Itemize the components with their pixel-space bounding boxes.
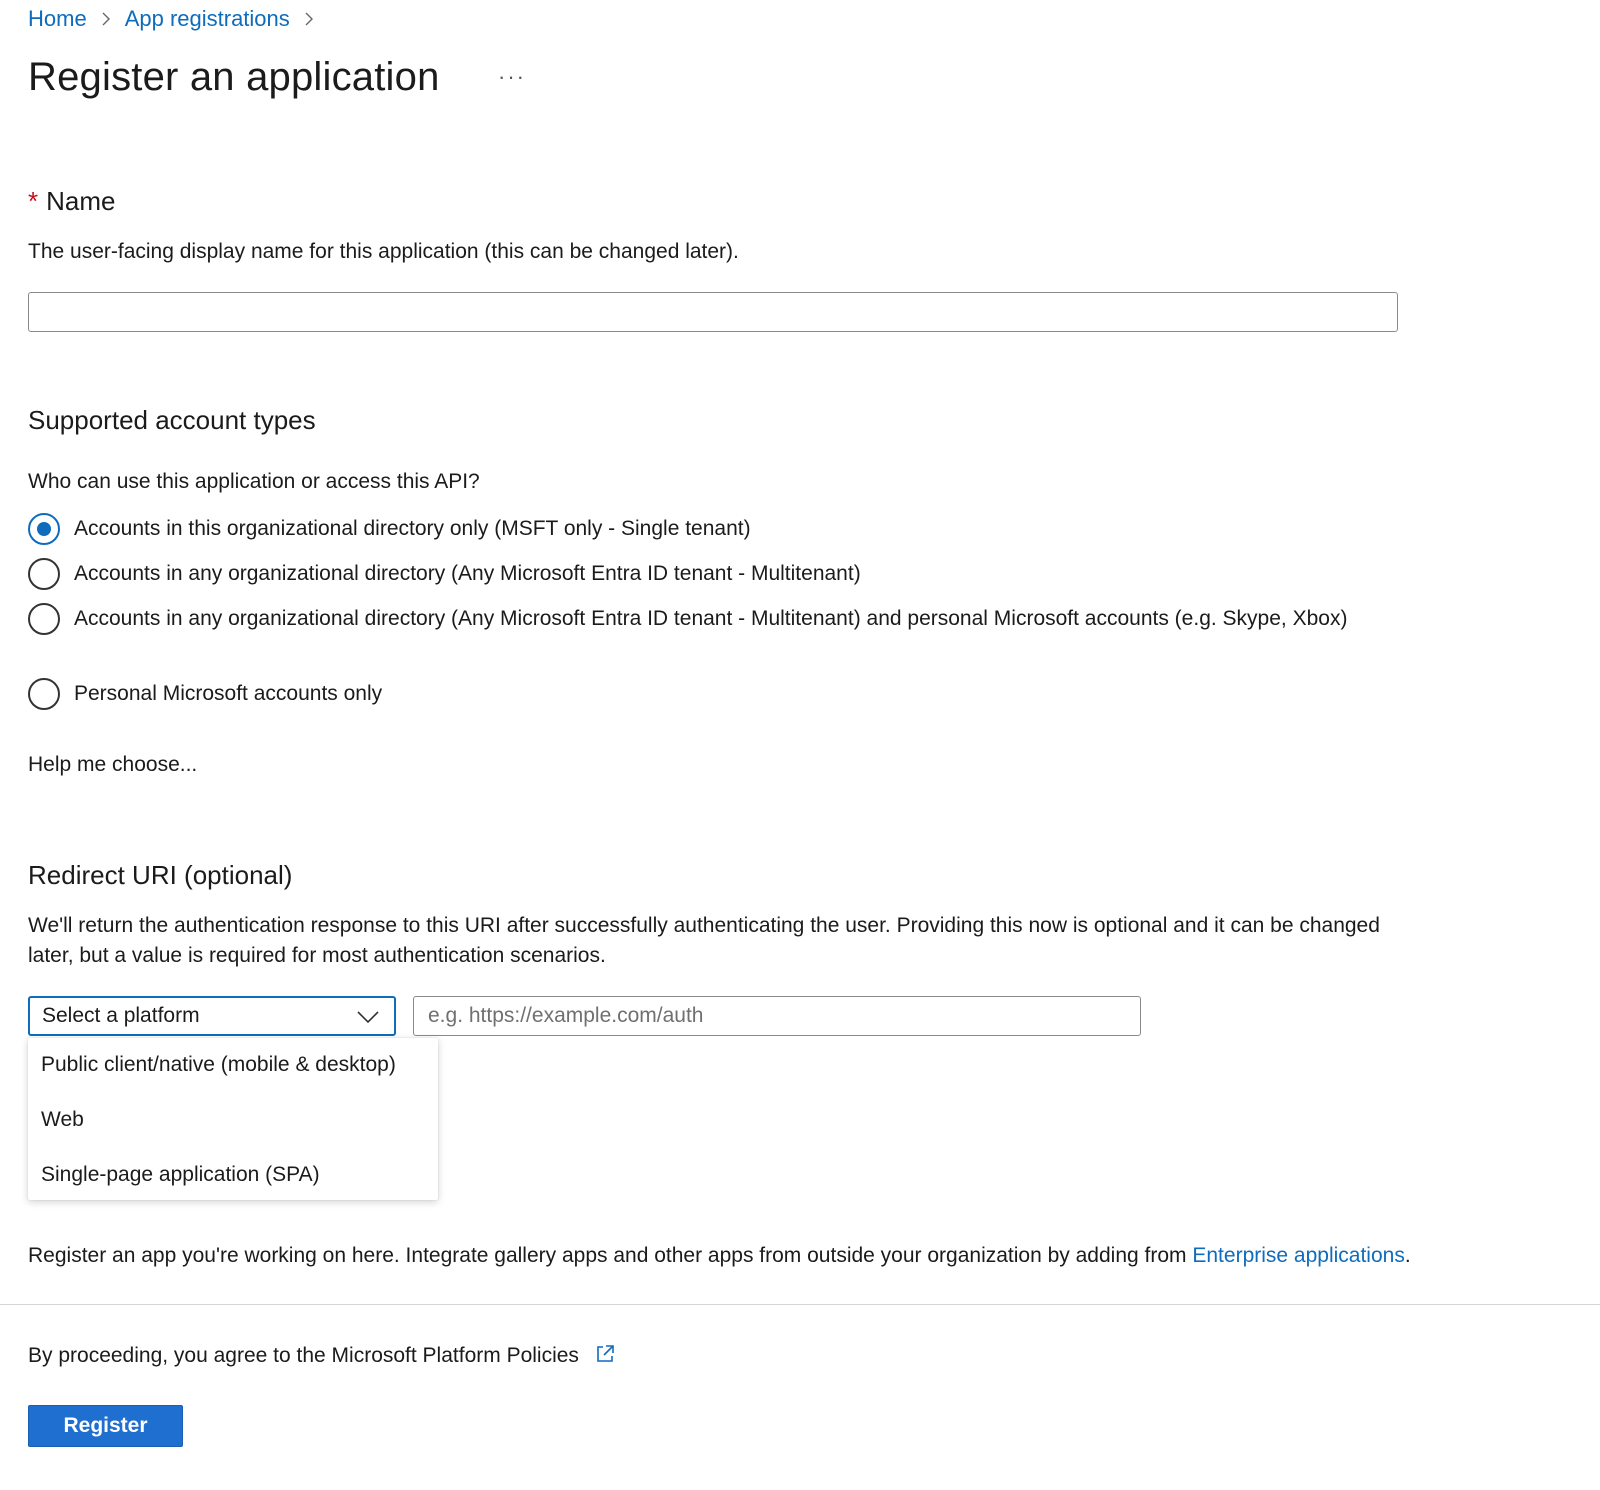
external-link-icon bbox=[593, 1342, 617, 1366]
register-note-text: Register an app you're working on here. Integrate gallery apps and other apps from outside your organization by adding from bbox=[28, 1244, 1193, 1267]
redirect-uri-input[interactable] bbox=[413, 996, 1141, 1036]
chevron-down-icon bbox=[356, 1007, 380, 1027]
account-option-label: Accounts in this organizational directory only (MSFT only - Single tenant) bbox=[74, 517, 751, 540]
breadcrumb-home[interactable]: Home bbox=[28, 6, 87, 31]
radio-button[interactable] bbox=[28, 678, 60, 710]
platform-option-web[interactable]: Web bbox=[41, 1108, 84, 1131]
breadcrumb bbox=[28, 6, 328, 32]
account-option-multitenant[interactable] bbox=[28, 559, 1374, 590]
account-option-personal-only[interactable] bbox=[28, 679, 1374, 710]
platform-option-public-client[interactable]: Public client/native (mobile & desktop) bbox=[41, 1053, 396, 1076]
platform-policies-text: By proceeding, you agree to the Microsoft Platform Policies bbox=[28, 1344, 579, 1367]
radio-button[interactable] bbox=[28, 603, 60, 635]
chevron-right-icon bbox=[87, 12, 125, 26]
platform-option-spa[interactable]: Single-page application (SPA) bbox=[41, 1163, 320, 1186]
register-note bbox=[28, 1241, 1588, 1271]
platform-policies-link[interactable] bbox=[28, 1341, 617, 1371]
account-types-question: Who can use this application or access this API? bbox=[28, 470, 480, 493]
enterprise-applications-link[interactable]: Enterprise applications bbox=[1192, 1244, 1405, 1267]
chevron-right-icon bbox=[290, 12, 328, 26]
more-icon[interactable]: ··· bbox=[498, 64, 526, 89]
platform-select[interactable] bbox=[28, 996, 396, 1036]
radio-button[interactable] bbox=[28, 513, 60, 545]
platform-select-value: Select a platform bbox=[42, 1004, 200, 1027]
account-option-label: Accounts in any organizational directory (Any Microsoft Entra ID tenant - Multitenant) and personal Microsoft accounts (e.g. Skype, Xbox) bbox=[74, 607, 1348, 630]
account-types-heading: Supported account types bbox=[28, 405, 316, 435]
account-option-single-tenant[interactable] bbox=[28, 514, 1374, 545]
redirect-heading: Redirect URI (optional) bbox=[28, 860, 293, 890]
radio-button[interactable] bbox=[28, 558, 60, 590]
account-option-label: Personal Microsoft accounts only bbox=[74, 682, 383, 705]
breadcrumb-app-registrations[interactable]: App registrations bbox=[124, 6, 290, 31]
name-input[interactable] bbox=[28, 292, 1398, 332]
register-button[interactable]: Register bbox=[28, 1405, 183, 1447]
register-note-suffix: . bbox=[1404, 1244, 1411, 1267]
name-label-text: Name bbox=[46, 186, 116, 216]
page-title: Register an application bbox=[28, 55, 440, 99]
account-option-label: Accounts in any organizational directory (Any Microsoft Entra ID tenant - Multitenant) bbox=[74, 562, 861, 585]
redirect-description: We'll return the authentication response to this URI after successfully authenticating the user. Providing this now is optional and it can be changed later, but a value is required for most authentication scenarios. bbox=[28, 914, 1380, 967]
name-description: The user-facing display name for this application (this can be changed later). bbox=[28, 240, 739, 263]
help-me-choose-link[interactable]: Help me choose... bbox=[28, 753, 198, 776]
name-label bbox=[28, 186, 115, 217]
account-option-multitenant-personal[interactable] bbox=[28, 604, 1374, 635]
platform-dropdown bbox=[28, 1038, 438, 1200]
divider bbox=[0, 1304, 1600, 1305]
required-mark: * bbox=[28, 186, 39, 216]
